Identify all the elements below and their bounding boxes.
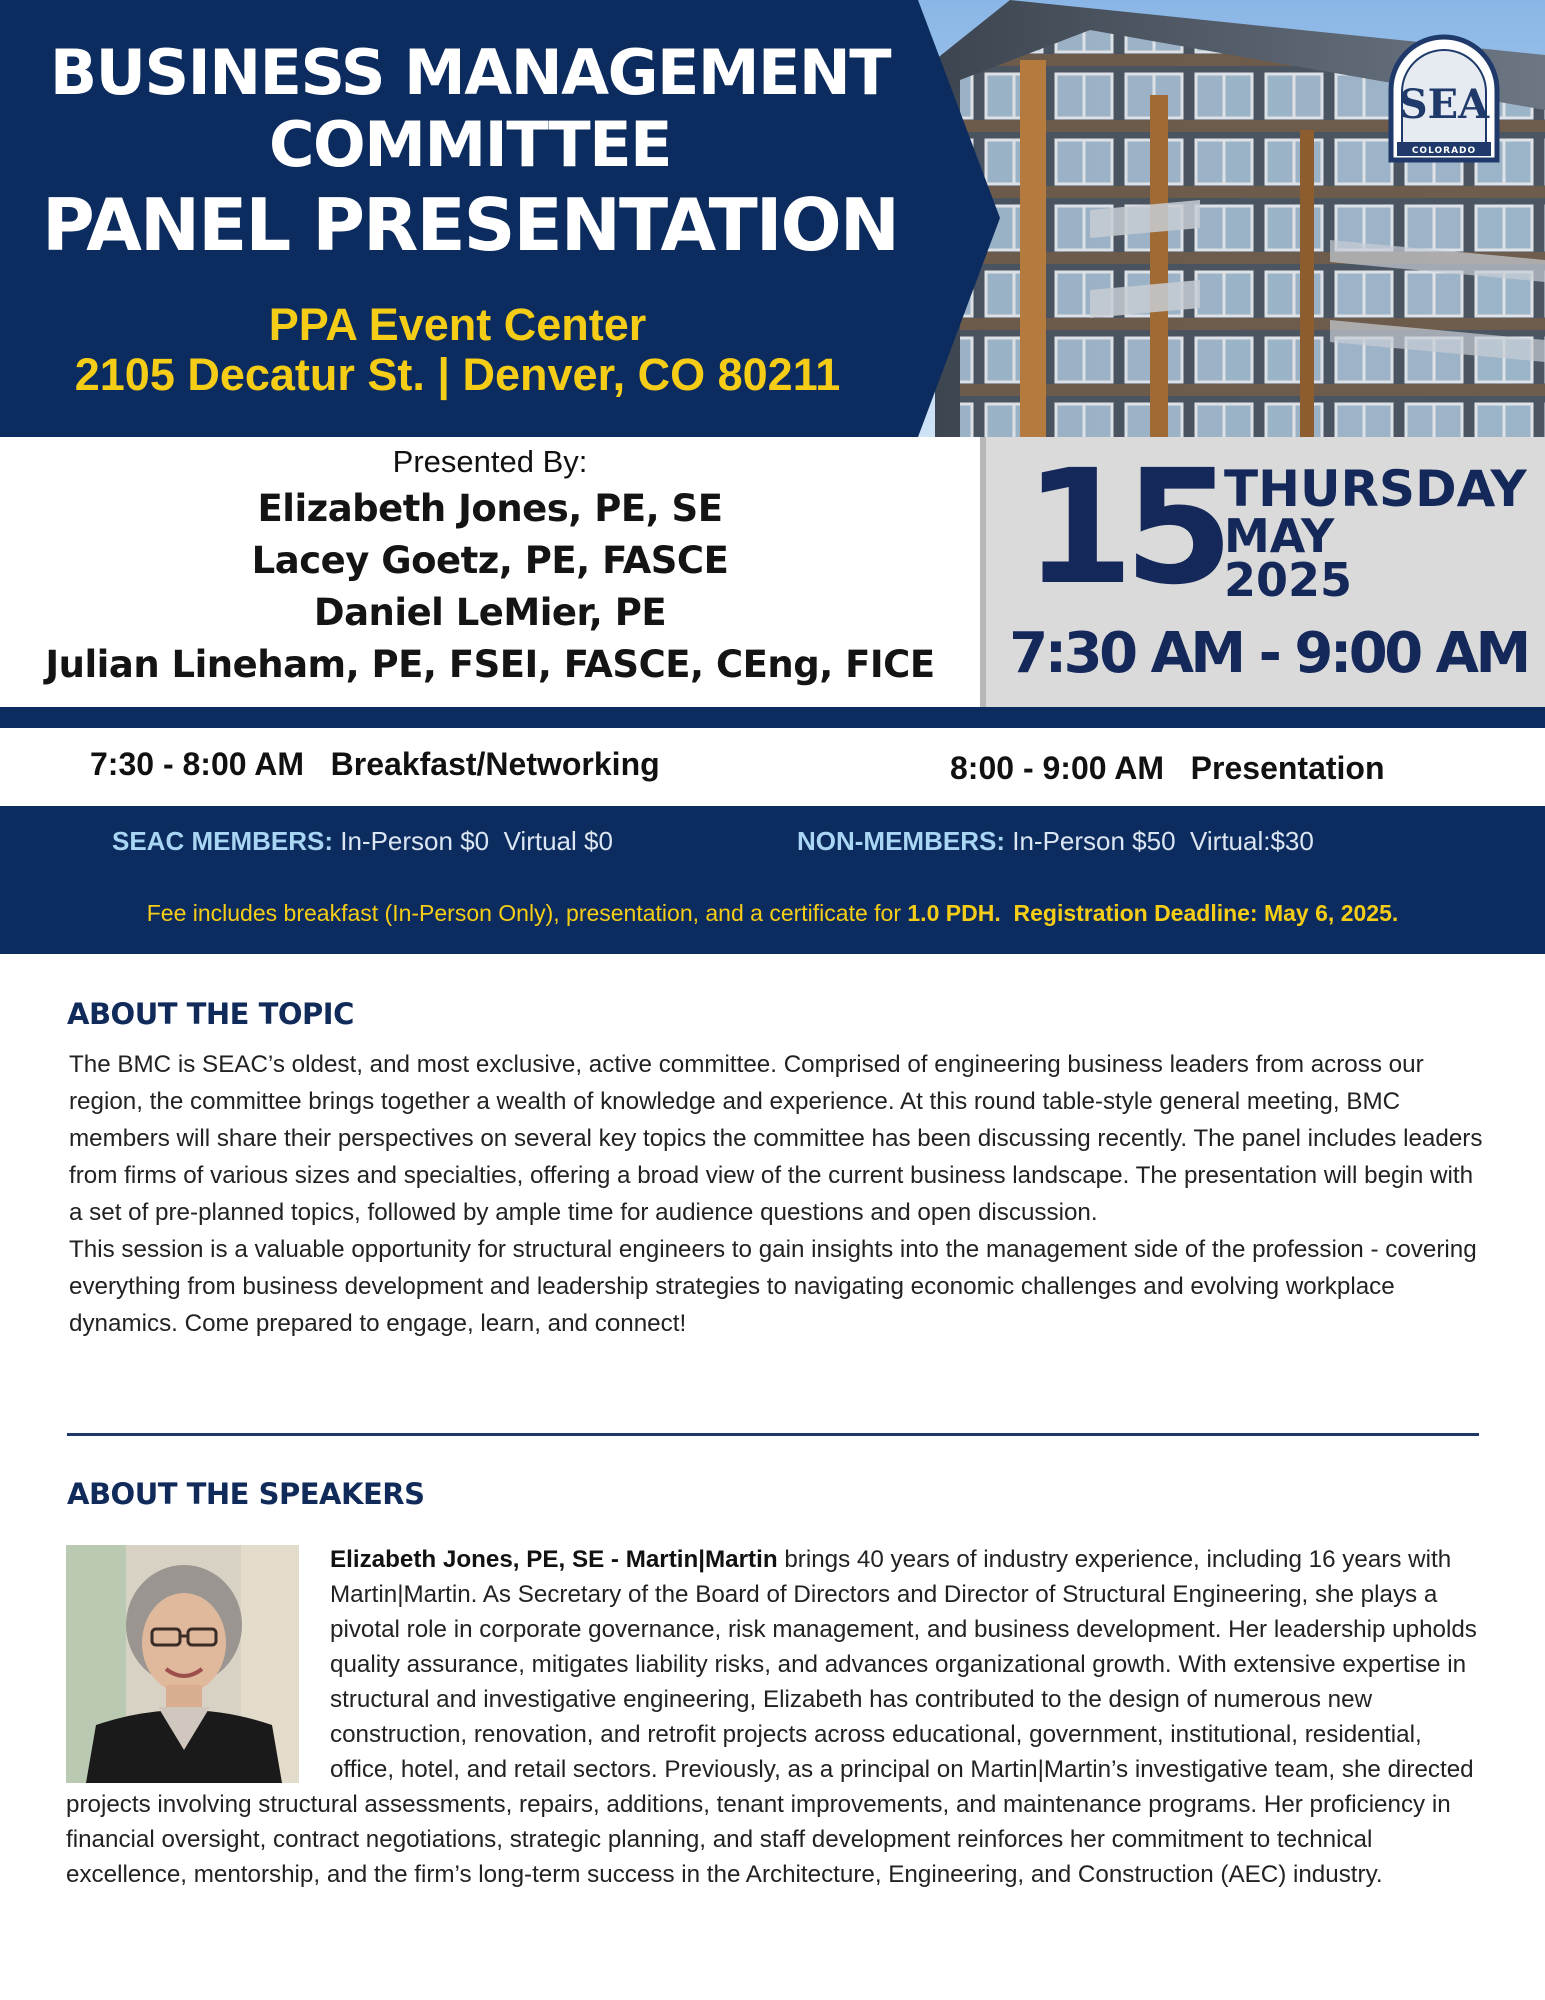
topic-heading: ABOUT THE TOPIC <box>67 997 354 1031</box>
topic-paragraph: The BMC is SEAC’s oldest, and most exclusive, active committee. Comprised of engineering business leaders from across our region, the committee brings together a wealth of knowledge and experience. At this round table-style general meeting, BMC members will share their perspectives on several key topics the committee has been discussing recently. The panel includes leaders from firms of various sizes and specialties, offering a broad view of the current business landscape. The presentation will begin with a set of pre-planned topics, followed by ample time for audience questions and open discussion. <box>69 1051 1483 1226</box>
speaker-name: Elizabeth Jones, PE, SE - Martin|Martin <box>330 1546 778 1573</box>
svg-text:SEA: SEA <box>1398 81 1490 128</box>
nonmembers-prices: In-Person $50 Virtual:$30 <box>1012 826 1314 856</box>
schedule-time: 7:30 - 8:00 AM <box>90 746 304 782</box>
members-label: SEAC MEMBERS: <box>112 826 334 856</box>
section-divider <box>67 1433 1479 1436</box>
presenter-name: Elizabeth Jones, PE, SE <box>257 487 723 530</box>
speaker-bio <box>66 1542 1486 1892</box>
event-time: 7:30 AM - 9:00 AM <box>1009 621 1528 686</box>
event-date-box <box>980 437 1545 707</box>
event-year: 2025 <box>1224 553 1353 607</box>
speaker-bio-text: brings 40 years of industry experience, including 16 years with Martin|Martin. As Secretary of the Board of Directors and Director of Structural Engineering, she plays a pivotal role in corporate governance, risk management, and business development. Her leadership upholds quality assurance, mitigates liability risks, and advances organizational growth. With extensive expertise in structural and investigative engineering, Elizabeth has contributed to the design of numerous new construction, renovation, and retrofit projects across educational, government, institutional, residential, office, hotel, and retail sectors. Previously, as a principal on Martin|Martin’s investigative team, she directed projects involving structural assessments, repairs, additions, tenant improvements, and maintenance programs. Her proficiency in financial oversight, contract negotiations, strategic planning, and staff development reinforces her commitment to technical excellence, mentorship, and the firm’s long-term success in the Architecture, Engineering, and Construction (AEC) industry. <box>66 1546 1477 1888</box>
schedule-row <box>0 728 1545 806</box>
event-weekday: THURSDAY <box>1224 460 1527 518</box>
speakers-heading: ABOUT THE SPEAKERS <box>67 1477 425 1511</box>
schedule-item <box>90 744 660 784</box>
registration-deadline: Registration Deadline: May 6, 2025. <box>1013 900 1399 926</box>
venue-name: PPA Event Center <box>268 299 647 350</box>
venue-info <box>0 300 915 400</box>
pdh-credit: 1.0 PDH. <box>907 900 1001 926</box>
venue-address: 2105 Decatur St. | Denver, CO 80211 <box>74 349 841 400</box>
nonmember-fees <box>797 824 1314 858</box>
event-title <box>0 36 940 270</box>
seac-logo-icon <box>1385 30 1503 166</box>
topic-paragraph: This session is a valuable opportunity for structural engineers to gain insights into the management side of the profession - covering everything from business development and leadership strategies to navigating economic challenges and evolving workplace dynamics. Come prepared to engage, learn, and connect! <box>69 1236 1477 1337</box>
schedule-time: 8:00 - 9:00 AM <box>950 750 1164 786</box>
presenter-name: Daniel LeMier, PE <box>313 591 667 634</box>
members-prices: In-Person $0 Virtual $0 <box>340 826 613 856</box>
header-banner <box>0 0 1545 437</box>
fee-note <box>0 898 1545 928</box>
event-day-number: 15 <box>1024 436 1224 620</box>
topic-description <box>69 1046 1489 1342</box>
svg-text:COLORADO: COLORADO <box>1411 146 1477 156</box>
divider-bar <box>0 707 1545 728</box>
title-line-1: BUSINESS MANAGEMENT <box>49 36 891 109</box>
presenter-name: Lacey Goetz, PE, FASCE <box>251 539 729 582</box>
presenters-block <box>0 437 980 707</box>
schedule-item <box>950 748 1385 788</box>
fee-note-text: Fee includes breakfast (In-Person Only), presentation, and a certificate for <box>146 900 908 926</box>
title-line-2: COMMITTEE <box>269 108 671 181</box>
member-fees <box>112 824 613 858</box>
title-line-3: PANEL PRESENTATION <box>42 183 898 267</box>
presenter-name: Julian Lineham, PE, FSEI, FASCE, CEng, FICE <box>45 643 935 686</box>
photo-spacer <box>66 1542 330 1782</box>
fees-banner <box>0 806 1545 954</box>
schedule-activity: Breakfast/Networking <box>330 746 660 782</box>
event-month: MAY <box>1224 509 1335 563</box>
presented-by-label: Presented By: <box>392 444 588 479</box>
schedule-activity: Presentation <box>1190 750 1385 786</box>
nonmembers-label: NON-MEMBERS: <box>797 826 1005 856</box>
